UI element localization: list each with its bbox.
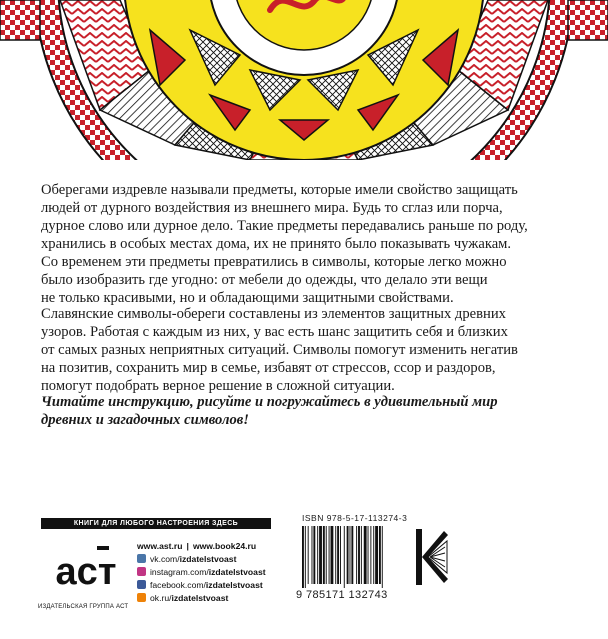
facebook-icon: [137, 580, 146, 589]
barcode-bar: [361, 526, 362, 584]
link-prefix: facebook.com/: [150, 579, 206, 590]
barcode-digits: 9 785171 132743: [296, 589, 388, 601]
barcode-bar: [340, 526, 341, 584]
link-handle: izdatelstvoast: [205, 579, 263, 590]
barcode: [300, 526, 410, 588]
barcode-bar: [331, 526, 334, 584]
text-line: на позитив, сохранить мир в семье, избавят от стрессов, ссор и раздоров,: [41, 360, 496, 376]
barcode-bar: [368, 526, 369, 584]
barcode-bar: [364, 526, 367, 584]
publisher-k-logo: [414, 527, 450, 587]
description-paragraph-1: [41, 181, 569, 307]
barcode-bar: [375, 526, 378, 584]
call-to-action: [41, 393, 569, 429]
separator: |: [186, 540, 189, 551]
barcode-bar: [308, 526, 309, 584]
link-handle: izdatelstvoast: [179, 553, 237, 564]
website-links: [137, 539, 266, 552]
barcode-bar: [329, 526, 330, 584]
barcode-bar: [379, 526, 381, 584]
text-line: Оберегами издревле называли предметы, которые имели свойство защищать: [41, 182, 518, 198]
link-prefix: ok.ru/: [150, 592, 172, 603]
description-paragraph-2: [41, 305, 569, 395]
link-vk[interactable]: [137, 552, 266, 565]
text-line: было изобразить где угодно: от мебели до одежды, что делало эти вещи: [41, 272, 488, 288]
instagram-icon: [137, 567, 146, 576]
text-line: людей от дурного воздействия из внешнего мира. Будь то сглаз или порча,: [41, 200, 503, 216]
slogan-bar: КНИГИ ДЛЯ ЛЮБОГО НАСТРОЕНИЯ ЗДЕСЬ: [41, 518, 271, 529]
barcode-bar: [313, 526, 315, 584]
barcode-bar: [350, 526, 351, 584]
isbn-number: ISBN 978-5-17-113274-3: [302, 513, 408, 523]
text-line: не только красивыми, но и обладающими защитными свойствами.: [41, 290, 454, 306]
link-prefix: vk.com/: [150, 553, 180, 564]
mandala-illustration: [0, 0, 608, 160]
barcode-bar: [337, 526, 339, 584]
barcode-bar: [347, 526, 349, 584]
vk-icon: [137, 554, 146, 563]
website-book24[interactable]: www.book24.ru: [192, 540, 257, 551]
ast-logo: [51, 540, 121, 600]
barcode-bar: [335, 526, 336, 584]
text-line: от самых разных неприятных ситуаций. Символы помогут изменить негатив: [41, 342, 518, 358]
text-line: хранились в особых местах дома, их не принято было показывать чужакам.: [41, 236, 512, 252]
barcode-bar: [312, 526, 313, 584]
text-line: узоров. Работая с каждым из них, у вас есть шанс защитить себя и близких: [41, 324, 508, 340]
text-line: помогут подобрать верное решение в сложной ситуации.: [41, 378, 395, 394]
logo-text: аст: [55, 551, 117, 593]
link-prefix: instagram.com/: [150, 566, 209, 577]
text-line: Со временем эти предметы превратились в символы, которые легко можно: [41, 254, 507, 270]
text-line: древних и загадочных символов!: [41, 412, 249, 428]
barcode-bar: [358, 526, 360, 584]
barcode-bar: [370, 526, 371, 584]
link-handle: izdatelstvoast: [208, 566, 266, 577]
barcode-bar: [356, 526, 357, 584]
link-facebook[interactable]: [137, 578, 266, 591]
barcode-bar: [326, 526, 327, 584]
barcode-bar: [351, 526, 353, 584]
publisher-links: [137, 539, 266, 604]
odnoklassniki-icon: [137, 593, 146, 602]
barcode-bar: [344, 526, 345, 588]
barcode-bar: [382, 526, 383, 588]
link-instagram[interactable]: [137, 565, 266, 578]
text-line: дурное слово или дурное дело. Такие предметы передавались раньше по роду,: [41, 218, 528, 234]
website-ast[interactable]: www.ast.ru: [137, 540, 183, 551]
barcode-bar: [305, 526, 306, 588]
barcode-bar: [317, 526, 318, 584]
text-line: Славянские символы-обереги составлены из элементов защитных древних: [41, 306, 506, 322]
barcode-bar: [302, 526, 304, 588]
link-odnoklassniki[interactable]: [137, 591, 266, 604]
link-handle: izdatelstvoast: [171, 592, 229, 603]
publisher-label: ИЗДАТЕЛЬСКАЯ ГРУППА АСТ: [38, 604, 129, 610]
barcode-bar: [373, 526, 374, 584]
barcode-bar: [323, 526, 325, 584]
text-line: Читайте инструкцию, рисуйте и погружайтесь в удивительный мир: [41, 394, 498, 410]
barcode-bar: [319, 526, 322, 584]
